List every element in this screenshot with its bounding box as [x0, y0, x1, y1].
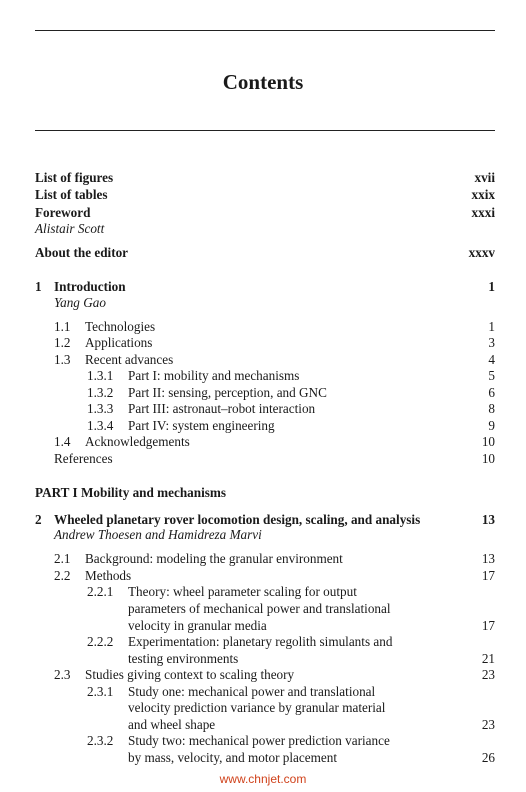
toc-entry-page: xvii: [474, 170, 495, 185]
toc-entry: [35, 527, 495, 543]
toc-entry-title: Part I: mobility and mechanisms: [128, 368, 300, 383]
toc-entry: [35, 568, 495, 584]
toc-entry: [35, 295, 495, 311]
toc-entry-page: 1: [488, 279, 495, 294]
toc-entry-page: 13: [481, 512, 495, 527]
toc-entry: [35, 187, 495, 203]
toc-entry-title: List of tables: [35, 187, 108, 202]
toc-entry: [35, 700, 495, 716]
toc-entry-page: 5: [488, 368, 495, 383]
toc-entry-title: Part IV: system engineering: [128, 418, 275, 433]
toc-entry-number: 1.1: [54, 319, 71, 334]
toc-entry-page: xxix: [471, 187, 495, 202]
toc-entry: [35, 601, 495, 617]
toc-entry: [35, 335, 495, 351]
toc-entry-page: 10: [481, 434, 495, 449]
toc-entry-title: Studies giving context to scaling theory: [85, 667, 295, 682]
toc-entry: [35, 401, 495, 417]
toc-entry-number: 2: [35, 512, 42, 527]
toc-entry-title: Alistair Scott: [35, 221, 105, 236]
toc-entry-number: 1.2: [54, 335, 71, 350]
toc-entry: [35, 418, 495, 434]
toc-entry: [35, 434, 495, 450]
toc-entry: [35, 352, 495, 368]
toc-entry-number: 1.3.1: [87, 368, 114, 383]
page-title: Contents: [222, 70, 304, 94]
toc-entry: [35, 551, 495, 567]
toc-entry-page: 26: [481, 750, 495, 765]
toc-entry-page: 8: [488, 401, 495, 416]
toc-entry: [35, 451, 495, 467]
toc-entry-title: Part III: astronaut–robot interaction: [128, 401, 316, 416]
toc-entry-title: testing environments: [128, 651, 239, 666]
toc-entry: [35, 512, 495, 528]
toc-entry-page: 6: [488, 385, 495, 400]
toc-entry-title: List of figures: [35, 170, 114, 185]
toc-entry: [35, 651, 495, 667]
toc-entry-page: 10: [481, 451, 495, 466]
toc-entry: [35, 684, 495, 700]
toc-entry-number: 2.3.2: [87, 733, 114, 748]
toc-entry-number: 1.4: [54, 434, 71, 449]
toc-entry-title: Introduction: [54, 279, 126, 294]
toc-entry-title: References: [54, 451, 113, 466]
toc-entry-title: velocity in granular media: [128, 618, 267, 633]
toc-entry: [35, 733, 495, 749]
toc-entry: [35, 618, 495, 634]
toc-entry-title: parameters of mechanical power and translational: [128, 601, 391, 616]
toc-entry: [35, 717, 495, 733]
toc-entry: [35, 319, 495, 335]
toc-entry-title: Wheeled planetary rover locomotion design, scaling, and analysis: [54, 512, 421, 527]
toc-entry-number: 2.3.1: [87, 684, 114, 699]
toc-entry-title: Methods: [85, 568, 132, 583]
toc-entry-title: Technologies: [85, 319, 156, 334]
toc-entry: [35, 584, 495, 600]
toc-entry-title: and wheel shape: [128, 717, 216, 732]
toc-entry-page: 17: [481, 618, 495, 633]
toc-entry-page: 21: [481, 651, 495, 666]
watermark-footer: www.chnjet.com: [219, 772, 307, 786]
toc-entry: [35, 205, 495, 221]
toc-entry-title: PART I Mobility and mechanisms: [35, 485, 227, 500]
toc-entry-title: Andrew Thoesen and Hamidreza Marvi: [54, 527, 262, 542]
toc-entry-number: 2.3: [54, 667, 71, 682]
toc-entry-page: 9: [488, 418, 495, 433]
toc-entry-page: 17: [481, 568, 495, 583]
toc-entry-number: 1.3.2: [87, 385, 114, 400]
toc-entry-number: 1: [35, 279, 42, 294]
toc-entry: [35, 245, 495, 261]
toc-entry-number: 1.3.3: [87, 401, 114, 416]
toc-entry-page: 23: [481, 717, 495, 732]
toc-entry-title: Part II: sensing, perception, and GNC: [128, 385, 327, 400]
toc-entry: [35, 750, 495, 766]
toc-entry: [35, 221, 495, 237]
toc-entry-page: 23: [481, 667, 495, 682]
toc-entry-number: 2.2.1: [87, 584, 114, 599]
toc-entry-title: Study one: mechanical power and translational: [128, 684, 376, 699]
toc-entry-title: About the editor: [35, 245, 129, 260]
toc-entry-number: 2.2.2: [87, 634, 114, 649]
toc-entry-title: Experimentation: planetary regolith simulants and: [128, 634, 393, 649]
toc-entry-title: Foreword: [35, 205, 91, 220]
toc-entry: [35, 368, 495, 384]
toc-entry: [35, 170, 495, 186]
toc-entry: [35, 279, 495, 295]
toc-entry: [35, 667, 495, 683]
toc-entry-title: Recent advances: [85, 352, 174, 367]
toc-entry-title: Background: modeling the granular environment: [85, 551, 343, 566]
toc-entry: [35, 634, 495, 650]
toc-entry-title: velocity prediction variance by granular material: [128, 700, 386, 715]
toc-entry-title: by mass, velocity, and motor placement: [128, 750, 337, 765]
toc-entry-title: Yang Gao: [54, 295, 106, 310]
toc-entry-page: 13: [481, 551, 495, 566]
toc-entry-title: Acknowledgements: [85, 434, 190, 449]
toc-entry: [35, 385, 495, 401]
toc-entry-title: Theory: wheel parameter scaling for output: [128, 584, 357, 599]
toc-entry-page: xxxv: [468, 245, 495, 260]
toc-entry: [35, 485, 495, 501]
toc-entry-title: Applications: [85, 335, 153, 350]
toc-entry-number: 1.3: [54, 352, 71, 367]
toc-entry-page: xxxi: [471, 205, 495, 220]
toc-entry-number: 2.1: [54, 551, 71, 566]
toc-entry-number: 2.2: [54, 568, 71, 583]
toc-entry-page: 1: [488, 319, 495, 334]
toc-entry-title: Study two: mechanical power prediction variance: [128, 733, 390, 748]
toc-entry-page: 3: [488, 335, 495, 350]
toc-entry-number: 1.3.4: [87, 418, 114, 433]
toc-entry-page: 4: [488, 352, 495, 367]
